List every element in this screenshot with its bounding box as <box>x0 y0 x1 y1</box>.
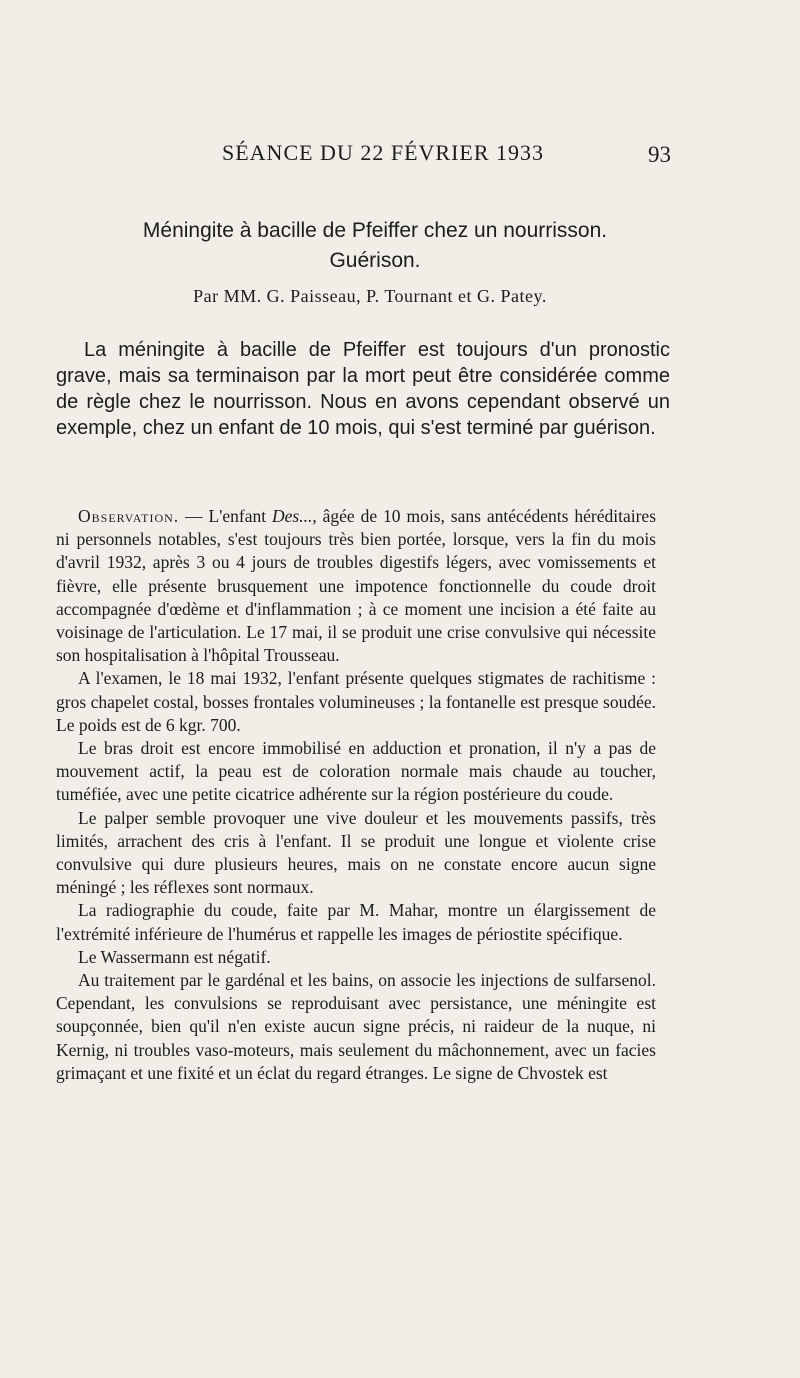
body-paragraph: La radiographie du coude, faite par M. Mahar, montre un élargissement de l'extrémité inférieure de l'humérus et rappelle les images de périostite spécifique. <box>56 900 656 944</box>
observation-dash: — L'enfant <box>179 506 273 526</box>
page-number: 93 <box>648 142 671 167</box>
body-paragraph: Le bras droit est encore immobilisé en adduction et pronation, il n'y a pas de mouvement actif, la peau est de coloration normale mais chaude au toucher, tuméfiée, avec une petite cicatrice adhérente sur la région postérieure du coude. <box>56 738 656 805</box>
observation-label: Observation. <box>78 506 180 526</box>
running-title: SÉANCE DU 22 FÉVRIER 1933 <box>222 140 545 165</box>
observation-text: , âgée de 10 mois, sans antécédents héréditaires ni personnels notables, s'est toujours très bien portée, lorsque, vers la fin du mois d'avril 1932, après 3 ou 4 jours de troubles digestifs légers, avec vomissements et fièvre, elle présente brusquement une impotence fonctionnelle du coude droit accompagnée d'œdème et d'inflammation ; à ce moment une incision a été faite au voisinage de l'articulation. Le 17 mai, il se produit une crise convulsive qui nécessite son hospitalisation à l'hôpital Trousseau. <box>56 506 657 666</box>
article-title <box>110 216 640 276</box>
body-paragraph: Au traitement par le gardénal et les bains, on associe les injections de sulfarsenol. Cependant, les convulsions se reproduisant avec persistance, une méningite est soupçonnée, bien qu'il n'en existe aucun signe précis, ni raideur de la nuque, ni Kernig, ni troubles vaso-moteurs, mais seulement du mâchonnement, avec un facies grimaçant et une fixité et un éclat du regard étranges. Le signe de Chvostek est <box>56 970 656 1083</box>
article-authors: Par MM. G. Paisseau, P. Tournant et G. Patey. <box>193 286 547 306</box>
article-title-line-1: Méningite à bacille de Pfeiffer chez un nourrisson. <box>142 219 608 242</box>
body-paragraph: A l'examen, le 18 mai 1932, l'enfant présente quelques stigmates de rachitisme : gros chapelet costal, bosses frontales volumineuses ; la fontanelle est presque soudée. Le poids est de 6 kgr. 700. <box>56 668 656 735</box>
running-header <box>0 140 800 170</box>
observation-paragraph <box>56 505 656 667</box>
body-paragraph: Le palper semble provoquer une vive douleur et les mouvements passifs, très limités, arrachent des cris à l'enfant. Il se produit une longue et violente crise convulsive qui dure plusieurs heures, mais on ne constate encore aucun signe méningé ; les réflexes sont normaux. <box>56 807 656 898</box>
article-title-line-2: Guérison. <box>329 249 421 272</box>
observation-section <box>56 505 656 1085</box>
body-paragraph: Le Wassermann est négatif. <box>78 946 271 967</box>
patient-name: Des... <box>272 506 313 526</box>
intro-paragraph: La méningite à bacille de Pfeiffer est toujours d'un pronostic grave, mais sa terminaison par la mort peut être considérée comme de règle chez le nourrisson. Nous en avons cependant observé un exemple, chez un enfant de 10 mois, qui s'est terminé par guérison. <box>56 339 670 439</box>
